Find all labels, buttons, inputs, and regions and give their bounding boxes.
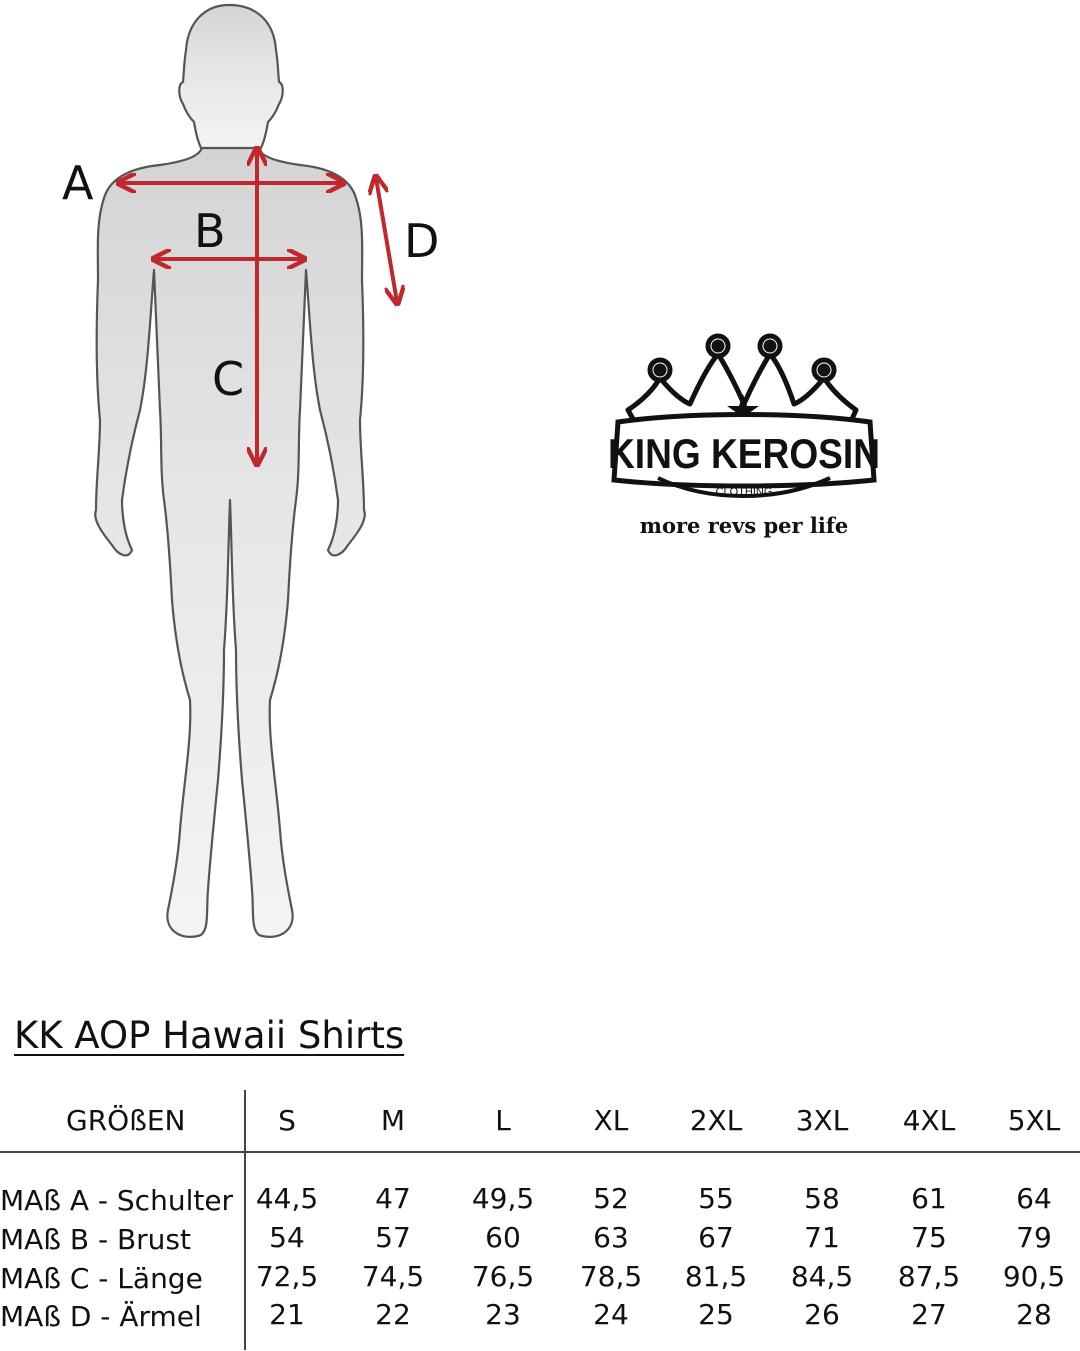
- table-cell: 76,5: [471, 1260, 535, 1293]
- table-cell: 78,5: [579, 1260, 643, 1293]
- row-label-c: MAß C - Länge: [0, 1262, 203, 1295]
- table-cell: 52: [593, 1182, 629, 1215]
- row-label-b: MAß B - Brust: [0, 1223, 191, 1256]
- size-header-s: S: [278, 1104, 296, 1137]
- table-cell: 22: [375, 1298, 411, 1331]
- table-vertical-divider: [244, 1090, 246, 1350]
- logo-tagline: more revs per life: [639, 513, 849, 538]
- body-silhouette: [95, 5, 365, 937]
- label-d: D: [404, 214, 440, 268]
- table-cell: 71: [804, 1221, 840, 1254]
- table-title: KK AOP Hawaii Shirts: [14, 1014, 405, 1057]
- table-cell: 49,5: [471, 1182, 535, 1215]
- table-cell: 90,5: [1002, 1260, 1066, 1293]
- table-cell: 79: [1016, 1221, 1052, 1254]
- size-header-xl: XL: [593, 1104, 629, 1137]
- table-cell: 58: [804, 1182, 840, 1215]
- label-a: A: [62, 156, 94, 210]
- row-label-d: MAß D - Ärmel: [0, 1300, 202, 1333]
- table-cell: 67: [698, 1221, 734, 1254]
- king-kerosin-logo: [598, 330, 888, 545]
- table-cell: 60: [485, 1221, 521, 1254]
- table-cell: 74,5: [361, 1260, 425, 1293]
- table-cell: 81,5: [684, 1260, 748, 1293]
- size-header-m: M: [380, 1104, 406, 1137]
- table-cell: 26: [804, 1298, 840, 1331]
- table-cell: 28: [1016, 1298, 1052, 1331]
- table-cell: 27: [911, 1298, 947, 1331]
- logo-brand: KING KEROSIN: [608, 430, 880, 477]
- label-b: B: [194, 204, 226, 258]
- table-cell: 87,5: [897, 1260, 961, 1293]
- table-cell: 75: [911, 1221, 947, 1254]
- table-cell: 57: [375, 1221, 411, 1254]
- table-cell: 84,5: [790, 1260, 854, 1293]
- table-header-label: GRÖßEN: [66, 1104, 186, 1137]
- row-label-a: MAß A - Schulter: [0, 1184, 234, 1217]
- size-header-4xl: 4XL: [902, 1104, 956, 1137]
- size-header-l: L: [495, 1104, 511, 1137]
- table-cell: 61: [911, 1182, 947, 1215]
- table-cell: 24: [593, 1298, 629, 1331]
- arrow-d-sleeve: [376, 178, 397, 302]
- size-header-3xl: 3XL: [795, 1104, 849, 1137]
- table-cell: 54: [269, 1221, 305, 1254]
- table-cell: 21: [269, 1298, 305, 1331]
- table-horizontal-divider: [0, 1151, 1080, 1153]
- table-cell: 44,5: [255, 1182, 319, 1215]
- table-cell: 25: [698, 1298, 734, 1331]
- table-cell: 23: [485, 1298, 521, 1331]
- label-c: C: [212, 352, 245, 406]
- table-cell: 63: [593, 1221, 629, 1254]
- size-header-2xl: 2XL: [689, 1104, 743, 1137]
- table-cell: 55: [698, 1182, 734, 1215]
- logo-sub: CLOTHING: [715, 486, 773, 498]
- table-cell: 47: [375, 1182, 411, 1215]
- table-cell: 64: [1016, 1182, 1052, 1215]
- size-header-5xl: 5XL: [1007, 1104, 1061, 1137]
- table-cell: 72,5: [255, 1260, 319, 1293]
